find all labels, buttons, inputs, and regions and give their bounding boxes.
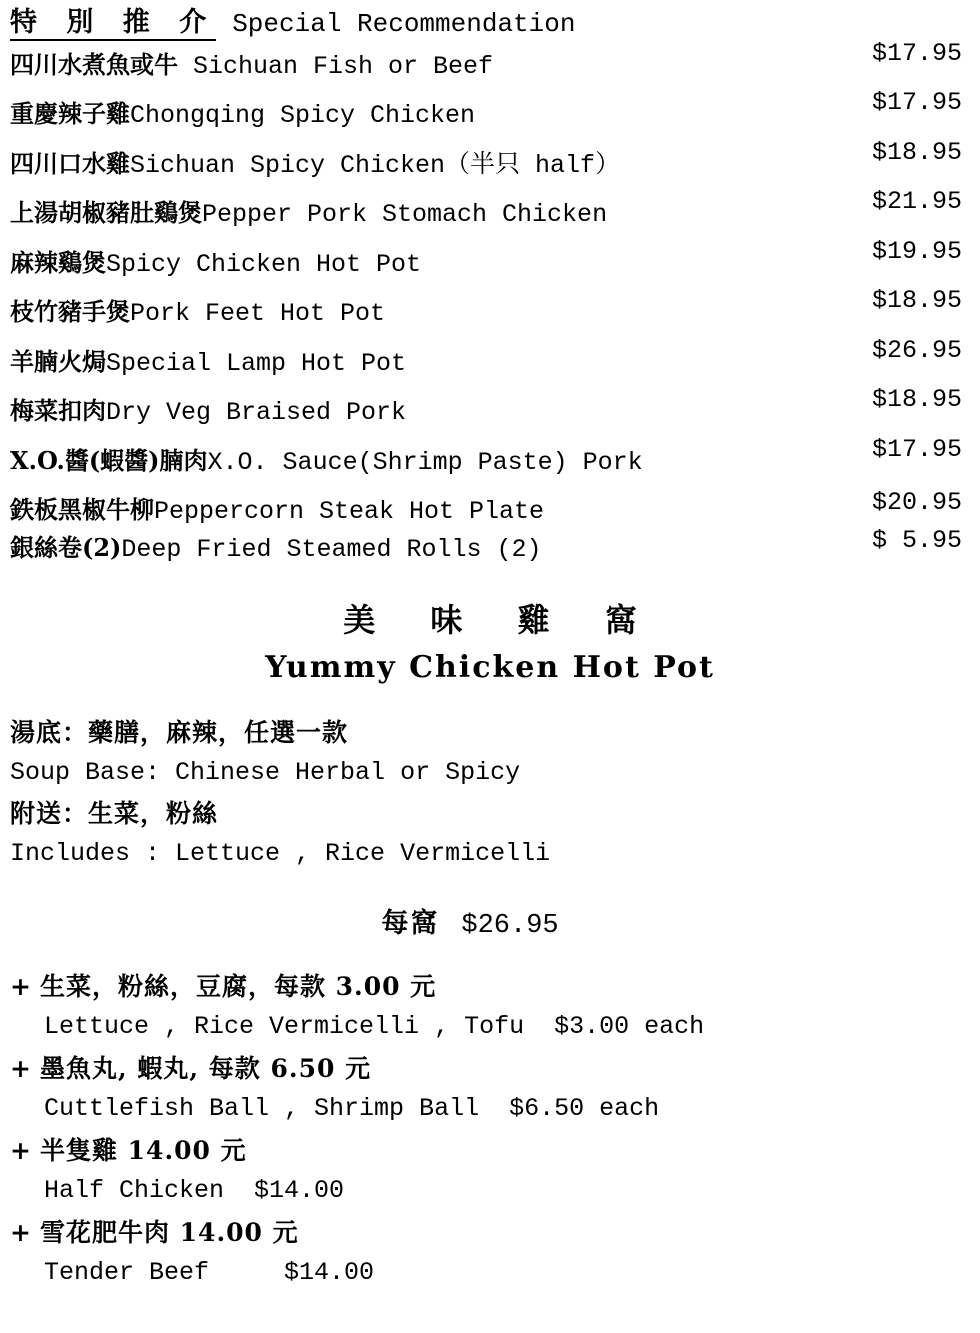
special-heading-chinese: 特 別 推 介	[10, 8, 216, 41]
addon-chinese-text: 雪花肥牛肉 14.00 元	[39, 1217, 299, 1247]
addon-item	[10, 967, 980, 1047]
menu-item-name-english: Deep Fried Steamed Rolls (2)	[121, 535, 542, 565]
addon-english: Lettuce , Rice Vermicelli , Tofu $3.00 each	[44, 1011, 705, 1041]
menu-item-name	[10, 342, 406, 378]
menu-item-price: $18.95	[871, 385, 962, 415]
hotpot-price-value: $26.95	[461, 910, 559, 941]
menu-item-name	[10, 45, 493, 81]
menu-item-name	[10, 193, 607, 229]
addon-english: Cuttlefish Ball , Shrimp Ball $6.50 each	[44, 1093, 660, 1123]
menu-item-price: $ 5.95	[871, 526, 962, 556]
addon-chinese-text: 半隻雞 14.00 元	[39, 1135, 247, 1165]
addon-chinese	[10, 967, 980, 1007]
menu-item-row	[0, 335, 980, 392]
hotpot-addons-list	[0, 967, 980, 1293]
hotpot-section-title	[0, 600, 980, 687]
menu-item-row	[0, 286, 980, 342]
menu-item-row	[0, 434, 980, 491]
menu-item-name	[10, 94, 475, 130]
hotpot-title-chinese: 美 味 雞 窩	[343, 601, 659, 640]
menu-item-row	[0, 385, 980, 441]
soup-base-chinese: 湯底：藥膳，麻辣，任選一款	[10, 717, 349, 747]
menu-item-name-english: Peppercorn Steak Hot Plate	[154, 497, 545, 527]
menu-item-name-chinese: 枝竹豬手煲	[10, 297, 130, 327]
plus-icon: +	[10, 1135, 32, 1165]
menu-item-name-chinese: 鉄板黑椒牛柳	[10, 495, 154, 525]
hotpot-title-english: Yummy Chicken Hot Pot	[265, 649, 715, 685]
addon-chinese-text: 生菜，粉絲，豆腐，每款 3.00 元	[39, 971, 437, 1001]
addon-chinese	[10, 1131, 980, 1171]
plus-icon: +	[10, 971, 32, 1001]
menu-item-name-chinese: 四川口水雞	[10, 148, 130, 178]
menu-item-row	[0, 88, 980, 144]
special-recommendation-list	[0, 38, 980, 567]
menu-item-name	[10, 144, 620, 180]
hotpot-price-label: 每窩	[381, 907, 440, 939]
menu-item-name	[10, 528, 542, 564]
menu-item-row	[0, 137, 980, 194]
addon-item	[10, 1049, 980, 1129]
addon-chinese	[10, 1049, 980, 1089]
plus-icon: +	[10, 1053, 32, 1083]
addon-item	[10, 1131, 980, 1211]
menu-item-name	[10, 292, 385, 328]
special-heading-english: Special Recommendation	[232, 9, 576, 39]
addon-english: Half Chicken $14.00	[44, 1175, 345, 1205]
menu-item-price: $17.95	[871, 38, 962, 68]
menu-item-name-chinese: X.O.醬(蝦醬)腩肉	[10, 445, 208, 475]
menu-item-row	[0, 528, 980, 566]
menu-item-name-chinese: 羊腩火焗	[10, 346, 106, 376]
menu-item-name-english: Special Lamp Hot Pot	[106, 348, 407, 378]
includes-chinese: 附送：生菜，粉絲	[10, 798, 219, 828]
addon-item	[10, 1213, 980, 1293]
menu-item-name-chinese: 重慶辣子雞	[10, 99, 130, 129]
menu-item-row	[0, 490, 980, 528]
menu-item-price: $17.95	[871, 88, 962, 118]
menu-item-name-chinese: 梅菜扣肉	[10, 396, 106, 426]
menu-item-price: $26.95	[871, 335, 962, 365]
menu-item-name-chinese: 上湯胡椒豬肚鷄煲	[10, 198, 202, 228]
menu-item-name-chinese: 銀絲卷(2)	[10, 533, 122, 563]
hotpot-price-line	[0, 901, 980, 941]
menu-item-name-chinese: 麻辣鷄煲	[10, 247, 106, 277]
soup-base-english: Soup Base: Chinese Herbal or Spicy	[10, 758, 521, 788]
includes-english: Includes : Lettuce , Rice Vermicelli	[10, 839, 551, 869]
menu-item-name-english: Sichuan Fish or Beef	[178, 51, 494, 81]
menu-item-price: $17.95	[871, 434, 962, 464]
menu-item-name-english: Chongqing Spicy Chicken	[130, 101, 476, 131]
menu-item-price: $18.95	[871, 286, 962, 316]
menu-item-price: $19.95	[871, 236, 962, 266]
menu-item-name	[10, 490, 544, 526]
menu-item-row	[0, 187, 980, 243]
menu-item-name-english: Pepper Pork Stomach Chicken	[202, 200, 608, 230]
addon-english: Tender Beef $14.00	[44, 1257, 375, 1287]
menu-item-row	[0, 236, 980, 293]
menu-item-name-chinese: 四川水煮魚或牛	[10, 49, 178, 79]
menu-item-name-english: Pork Feet Hot Pot	[130, 299, 386, 329]
menu-item-name-english: Spicy Chicken Hot Pot	[106, 249, 422, 279]
menu-item-price: $20.95	[871, 488, 962, 518]
menu-item-name	[10, 391, 406, 427]
hotpot-info	[0, 713, 980, 875]
menu-item-name-english: Dry Veg Braised Pork	[106, 398, 407, 428]
menu-item-name	[10, 243, 421, 279]
menu-item-price: $18.95	[871, 137, 962, 167]
menu-item-name-english: X.O. Sauce(Shrimp Paste) Pork	[207, 447, 643, 477]
plus-icon: +	[10, 1217, 32, 1247]
menu-item-name-english: Sichuan Spicy Chicken（半只 half）	[130, 150, 621, 180]
menu-item-price: $21.95	[871, 187, 962, 217]
addon-chinese	[10, 1213, 980, 1253]
special-recommendation-heading	[0, 0, 980, 43]
menu-item-row	[0, 38, 980, 95]
addon-chinese-text: 墨魚丸, 蝦丸, 每款 6.50 元	[39, 1053, 372, 1083]
menu-item-name	[10, 441, 643, 477]
